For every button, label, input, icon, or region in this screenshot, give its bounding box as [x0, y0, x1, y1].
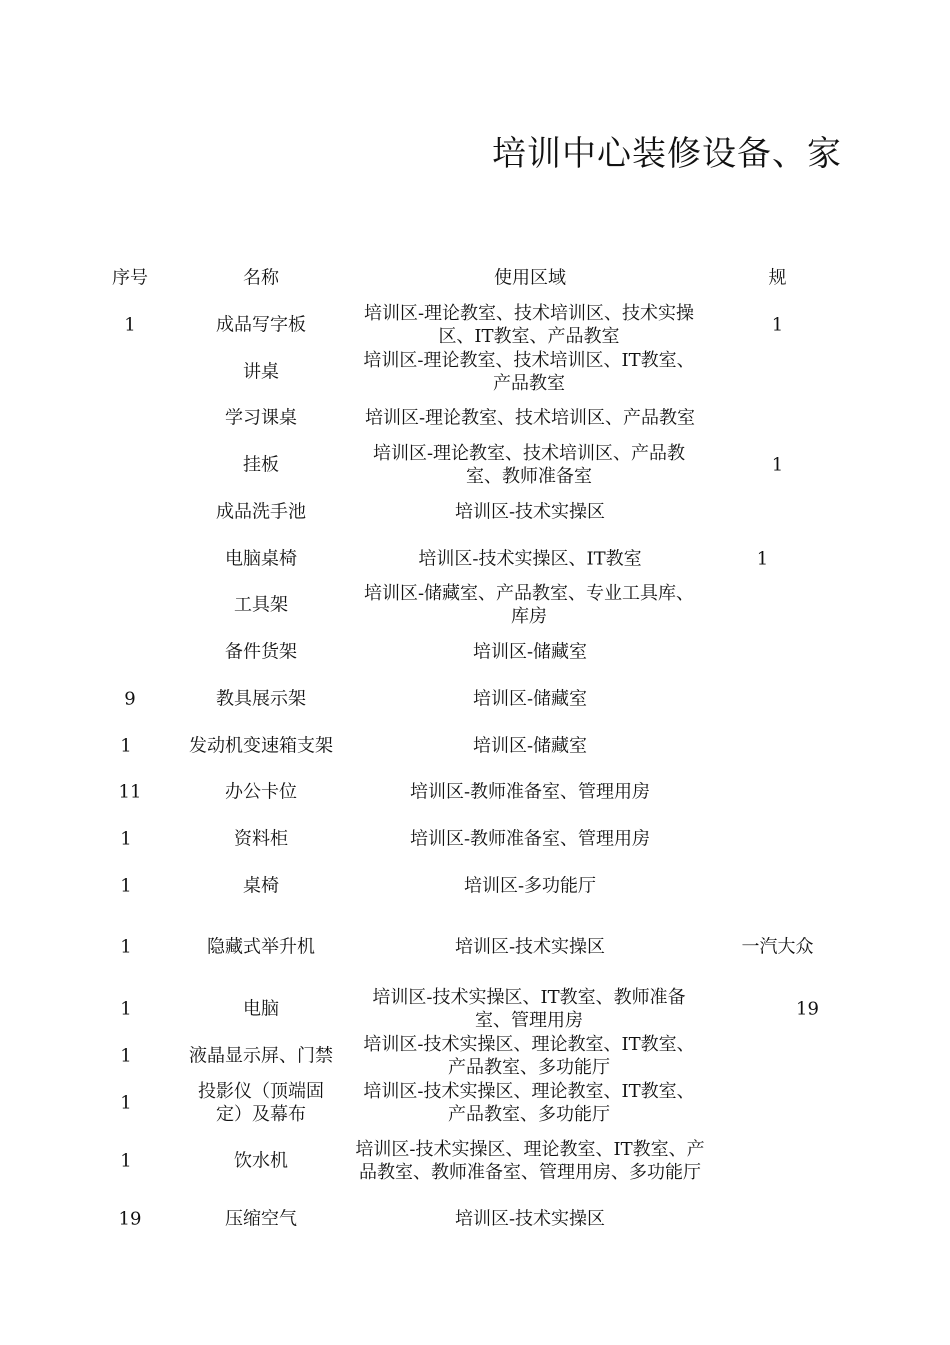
row-14-name: 隐藏式举升机: [207, 936, 315, 958]
row-10-name: 发动机变速箱支架: [189, 735, 333, 757]
row-4-spec: 1: [771, 454, 784, 476]
header-name: 名称: [243, 267, 279, 289]
row-19-area: 培训区-技术实操区: [454, 1208, 606, 1230]
row-12-area: 培训区-教师准备室、管理用房: [409, 828, 651, 850]
row-7-area: 培训区-储藏室、产品教室、专业工具库、库房: [363, 583, 695, 627]
row-18-seq: 1: [120, 1150, 132, 1172]
row-4-area: 培训区-理论教室、技术培训区、产品教室、教师准备室: [372, 443, 686, 487]
page-title: 培训中心装修设备、家: [492, 134, 842, 174]
row-12-name: 资料柜: [234, 828, 288, 850]
row-19-seq: 19: [118, 1208, 142, 1230]
row-15-area: 培训区-技术实操区、IT教室、教师准备室、管理用房: [372, 987, 686, 1031]
row-1-name: 成品写字板: [216, 314, 306, 336]
row-5-name: 成品洗手池: [216, 501, 306, 523]
row-10-seq: 1: [120, 735, 132, 757]
row-13-seq: 1: [120, 875, 132, 897]
row-9-name: 教具展示架: [216, 688, 306, 710]
row-15-spec: 19: [796, 998, 819, 1020]
row-5-area: 培训区-技术实操区: [454, 501, 606, 523]
row-18-name: 饮水机: [234, 1150, 288, 1172]
row-11-name: 办公卡位: [225, 781, 297, 803]
row-17-name: 投影仪（顶端固定）及幕布: [198, 1081, 324, 1125]
row-10-area: 培训区-储藏室: [472, 735, 588, 757]
row-16-area: 培训区-技术实操区、理论教室、IT教室、产品教室、多功能厅: [363, 1034, 695, 1078]
header-spec: 规: [768, 267, 787, 289]
header-seq: 序号: [112, 267, 148, 289]
row-6-spec: 1: [756, 548, 769, 570]
row-3-area: 培训区-理论教室、技术培训区、产品教室: [364, 407, 696, 429]
header-area: 使用区域: [494, 267, 566, 289]
row-6-name: 电脑桌椅: [225, 548, 297, 570]
row-15-seq: 1: [120, 998, 132, 1020]
row-13-area: 培训区-多功能厅: [463, 875, 597, 897]
row-18-area: 培训区-技术实操区、理论教室、IT教室、产品教室、教师准备室、管理用房、多功能厅: [355, 1139, 705, 1183]
row-14-area: 培训区-技术实操区: [454, 936, 606, 958]
row-14-spec: 一汽大众: [741, 936, 814, 958]
row-19-name: 压缩空气: [225, 1208, 297, 1230]
row-1-seq: 1: [124, 314, 136, 336]
row-8-name: 备件货架: [225, 641, 297, 663]
row-14-seq: 1: [120, 936, 132, 958]
row-16-name: 液晶显示屏、门禁: [189, 1045, 333, 1067]
row-17-area: 培训区-技术实操区、理论教室、IT教室、产品教室、多功能厅: [363, 1081, 695, 1125]
row-1-area: 培训区-理论教室、技术培训区、技术实操区、IT教室、产品教室: [363, 303, 695, 347]
row-2-name: 讲桌: [243, 361, 279, 383]
row-6-area: 培训区-技术实操区、IT教室: [418, 548, 642, 570]
row-9-seq: 9: [124, 688, 136, 710]
row-11-seq: 11: [118, 781, 142, 803]
row-9-area: 培训区-储藏室: [472, 688, 588, 710]
row-7-name: 工具架: [234, 594, 288, 616]
row-16-seq: 1: [120, 1045, 132, 1067]
row-13-name: 桌椅: [243, 875, 279, 897]
row-8-area: 培训区-储藏室: [472, 641, 588, 663]
row-17-seq: 1: [120, 1092, 132, 1114]
row-12-seq: 1: [120, 828, 132, 850]
row-3-name: 学习课桌: [225, 407, 297, 429]
row-11-area: 培训区-教师准备室、管理用房: [409, 781, 651, 803]
row-4-name: 挂板: [243, 454, 279, 476]
row-15-name: 电脑: [243, 998, 279, 1020]
row-2-area: 培训区-理论教室、技术培训区、IT教室、产品教室: [363, 350, 695, 394]
row-1-spec: 1: [771, 314, 784, 336]
